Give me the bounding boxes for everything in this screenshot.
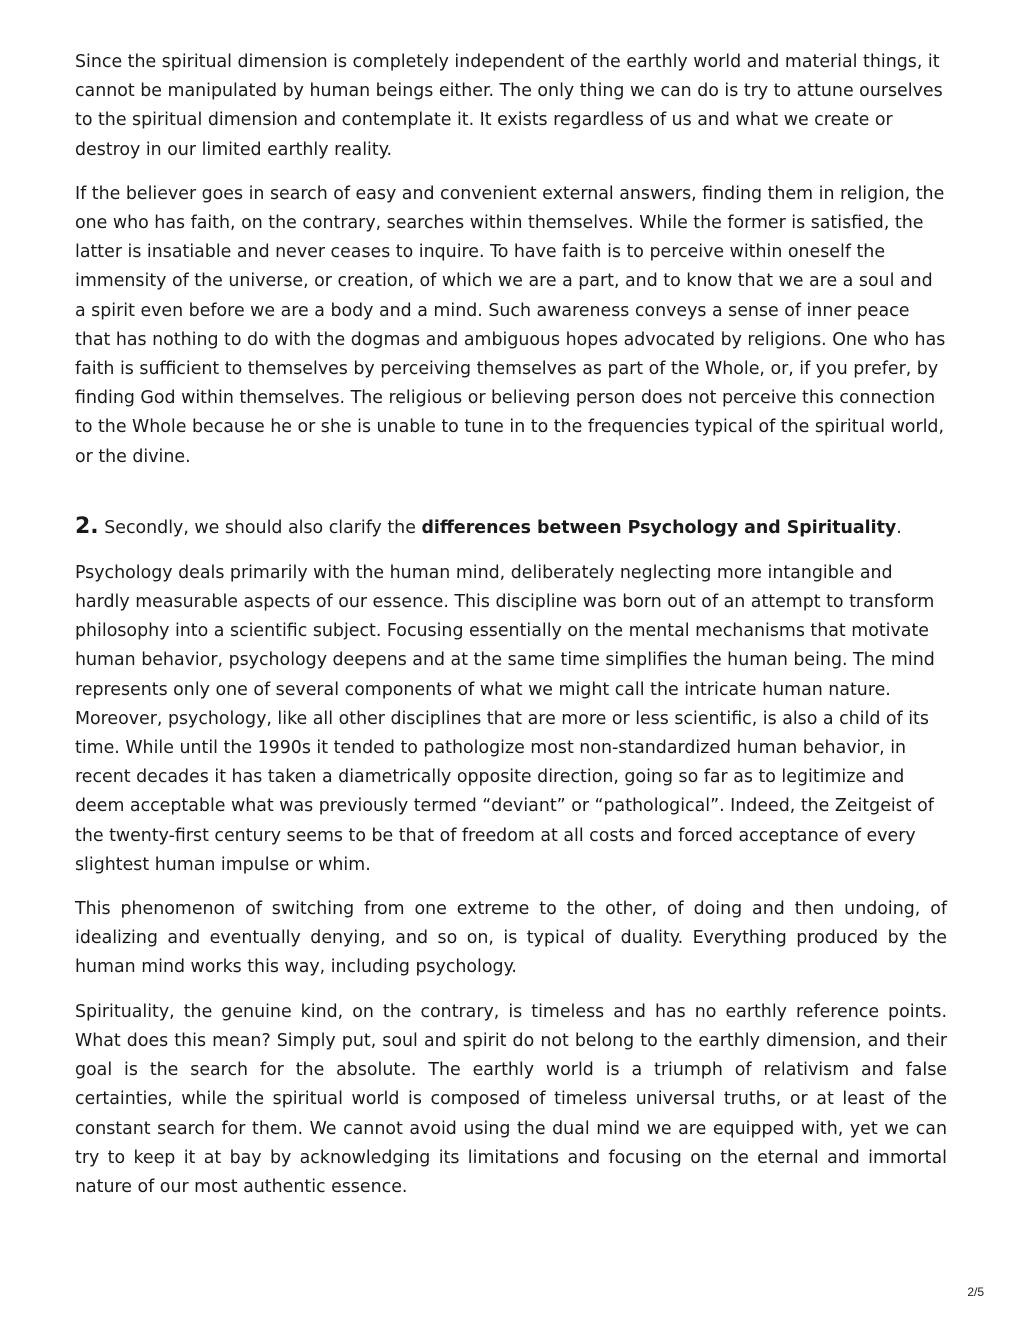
paragraph-believer-vs-faith: If the believer goes in search of easy and convenient external answers, finding them in religion, the one who has faith, on the contrary, searches within themselves. While the former is satisfied, the latter is insatiable and never ceases to inquire. To have faith is to perceive within oneself the immensity of the universe, or creation, of which we are a part, and to know that we are a soul and a spirit even before we are a body and a mind. Such awareness conveys a sense of inner peace that has nothing to do with the dogmas and ambiguous hopes advocated by religions. One who has faith is sufficient to themselves by perceiving themselves as part of the Whole, or, if you prefer, by finding God within themselves. The religious or believing person does not perceive this connection to the Whole because he or she is unable to tune in to the frequencies typical of the spiritual world, or the divine. (75, 183, 946, 467)
page-number: 2/5 (967, 1285, 984, 1299)
section-heading (75, 512, 947, 543)
document-page (75, 48, 947, 1217)
section-intro-text: Secondly, we should also clarify the (98, 517, 422, 538)
paragraph-spiritual-dimension: Since the spiritual dimension is completely independent of the earthly world and material things, it cannot be manipulated by human beings either. The only thing we can do is try to attune ourselves to the spiritual dimension and contemplate it. It exists regardless of us and what we create or destroy in our limited earthly reality. (75, 52, 943, 160)
section-highlight-text: differences between Psychology and Spirituality (421, 517, 897, 538)
paragraph-psychology: Psychology deals primarily with the human mind, deliberately neglecting more intangible and hardly measurable aspects of our essence. This discipline was born out of an attempt to transform philosophy into a scientific subject. Focusing essentially on the mental mechanisms that motivate human behavior, psychology deepens and at the same time simplifies the human being. The mind represents only one of several components of what we might call the intricate human nature. Moreover, psychology, like all other disciplines that are more or less scientific, is also a child of its time. While until the 1990s it tended to pathologize most non-standardized human behavior, in recent decades it has taken a diametrically opposite direction, going so far as to legitimize and deem acceptable what was previously termed “deviant” or “pathological”. Indeed, the Zeitgeist of the twenty-first century seems to be that of freedom at all costs and forced acceptance of every slightest human impulse or whim. (75, 562, 935, 875)
paragraph-duality: This phenomenon of switching from one extreme to the other, of doing and then undoing, of idealizing and eventually denying, and so on, is typical of duality. Everything produced by the human mind works this way, including psychology. (75, 899, 947, 978)
section-number: 2. (75, 513, 99, 539)
section-end-punctuation: . (896, 517, 902, 538)
paragraph-spirituality: Spirituality, the genuine kind, on the contrary, is timeless and has no earthly reference points. What does this mean? Simply put, soul and spirit do not belong to the earthly dimension, and their goal is the search for the absolute. The earthly world is a triumph of relativism and false certainties, while the spiritual world is composed of timeless universal truths, or at least of the constant search for them. We cannot avoid using the dual mind we are equipped with, yet we can try to keep it at bay by acknowledging its limitations and focusing on the eternal and immortal nature of our most authentic essence. (75, 1001, 947, 1197)
